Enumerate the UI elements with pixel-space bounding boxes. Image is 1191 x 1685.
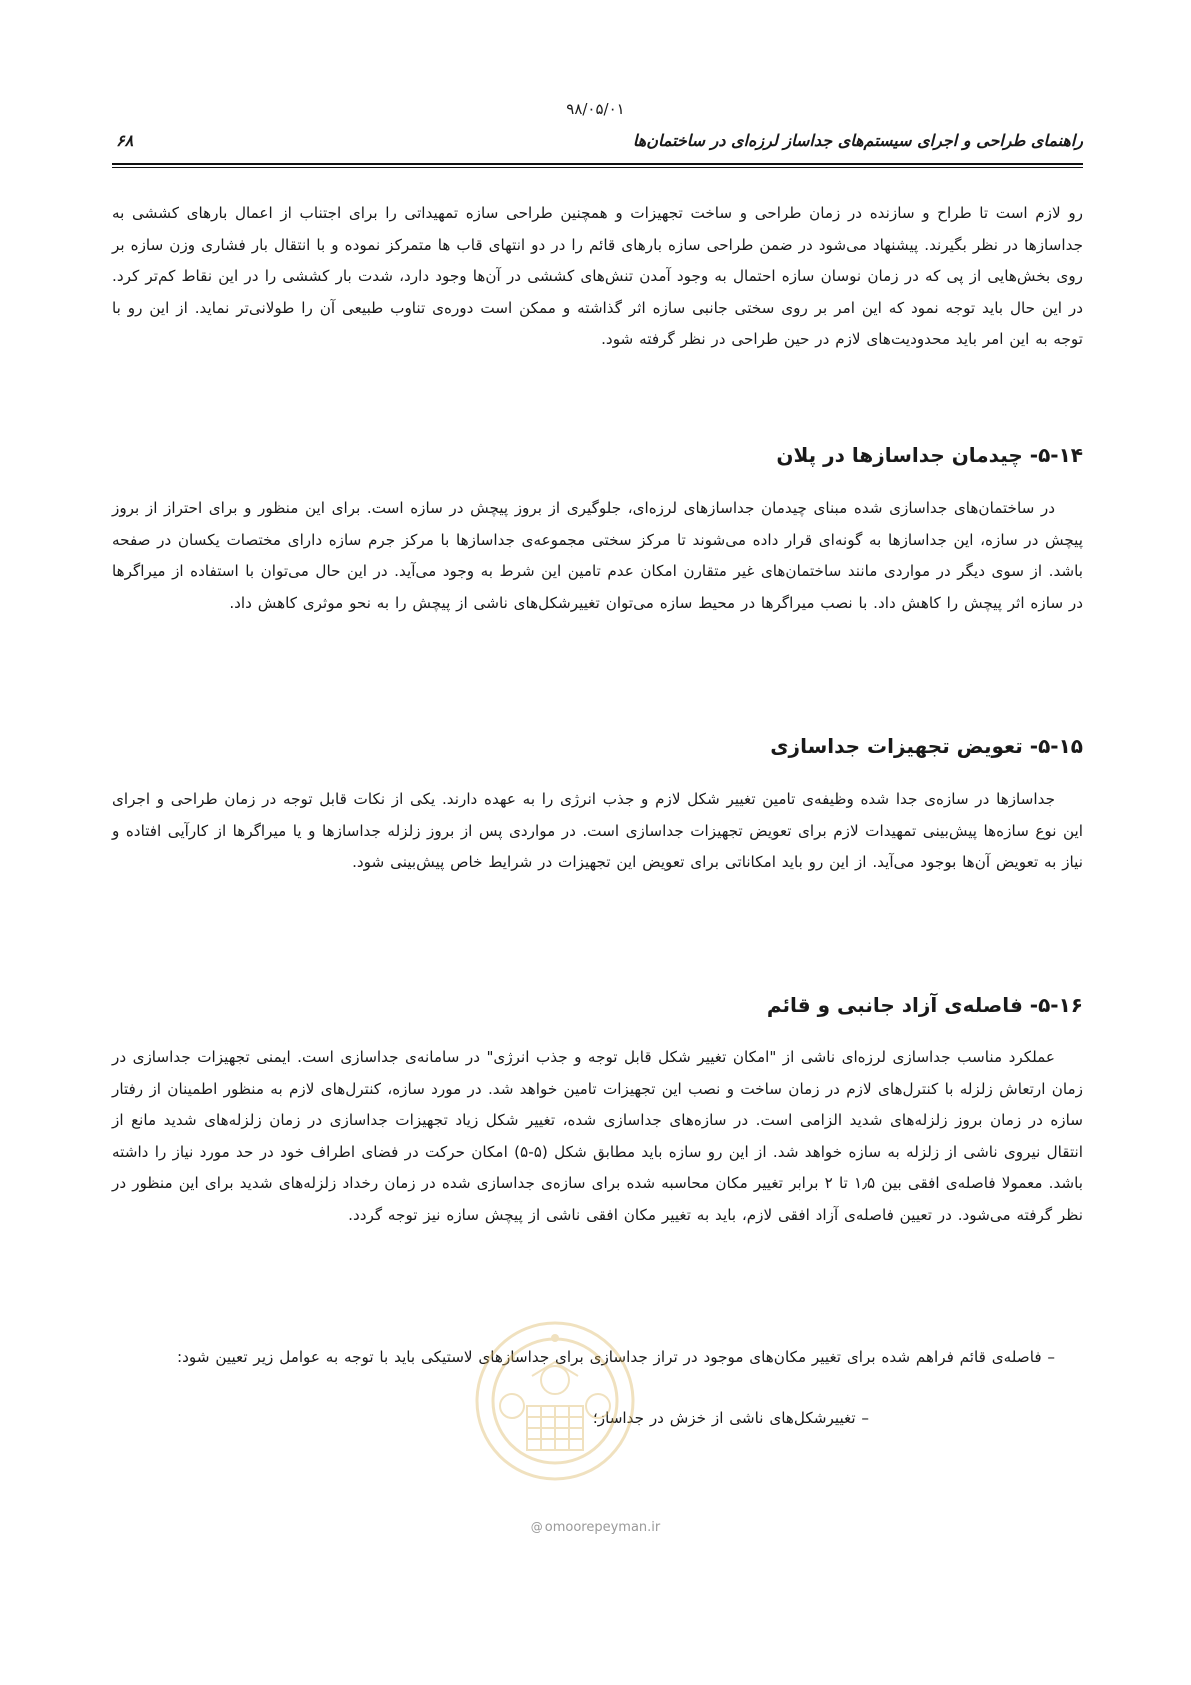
section-16-heading: ۵-۱۶- فاصله‌ی آزاد جانبی و قائم: [766, 993, 1083, 1017]
section-14-heading-block: [112, 440, 1083, 470]
intro-block: [112, 198, 1083, 356]
seal-watermark-icon: [472, 1318, 638, 1484]
at-sign: @: [530, 1520, 543, 1534]
page-number: ۶۸: [116, 131, 134, 150]
section-16-body: [112, 1042, 1083, 1231]
header-rule-thin: [112, 167, 1083, 168]
section-15-body: [112, 784, 1083, 879]
creep-sub-item: – تغییرشکل‌های ناشی از خزش در جداساز؛: [592, 1409, 869, 1427]
intro-paragraph: رو لازم است تا طراح و سازنده در زمان طراحی و ساخت تجهیزات و همچنین طراحی سازه تمهیداتی را برای اجتناب از اعمال بارهای کششی به جداسازها در نظر بگیرند. پیشنهاد می‌شود در ضمن طراحی سازه بارهای قائم را در دو انتهای قاب ها متمرکز نموده و با انتقال بار فشاری وزن سازه بر روی بخش‌هایی از پی که در زمان نوسان سازه احتمال به وجود آمدن تنش‌های کششی در آن‌ها وجود دارد، شدت بار کششی را در این نقاط کم‌تر کرد. در این حال باید توجه نمود که این امر بر روی سختی جانبی سازه اثر گذاشته و ممکن است دوره‌ی تناوب طبیعی آن را طولانی‌تر نماید. از این رو با توجه به این امر باید محدودیت‌های لازم در حین طراحی در نظر گرفته شود.: [112, 204, 1083, 348]
section-14-body: [112, 493, 1083, 619]
vertical-clearance-item: – فاصله‌ی قائم فراهم شده برای تغییر مکان‌های موجود در تراز جداسازی برای جداسازهای لاستیکی باید با توجه به عوامل زیر تعیین شود:: [177, 1348, 1055, 1366]
header-title: راهنمای طراحی و اجرای سیستم‌های جداساز لرزه‌ای در ساختمان‌ها: [632, 131, 1083, 150]
site-name: omoorepeyman.ir: [544, 1520, 661, 1535]
running-header: [112, 131, 1083, 157]
section-16-heading-block: [112, 990, 1083, 1020]
revision-date: ۹۸/۰۵/۰۱: [566, 100, 625, 118]
section-14-heading: ۵-۱۴- چیدمان جداسازها در پلان: [776, 443, 1083, 467]
section-14-paragraph: در ساختمان‌های جداسازی شده مبنای چیدمان جداسازهای لرزه‌ای، جلوگیری از بروز پیچش در سازه است. برای این منظور و برای احتراز از بروز پیچش در سازه، این جداسازها به گونه‌ای قرار داده می‌شوند تا مرکز سختی مجموعه‌ی جداسازها با مرکز جرم سازه دارای مختصات یکسان در صفحه باشد. از سوی دیگر در مواردی مانند ساختمان‌های غیر متقارن امکان عدم تامین این شرط به وجود می‌آید. در این حال می‌توان با استفاده از میراگرها در سازه اثر پیچش را کاهش داد. با نصب میراگرها در محیط سازه می‌توان تغییرشکل‌های ناشی از پیچش را به نحو موثری کاهش داد.: [112, 499, 1083, 612]
site-watermark: [0, 1520, 1191, 1535]
section-15-heading-block: [112, 731, 1083, 761]
section-16-paragraph: عملکرد مناسب جداسازی لرزه‌ای ناشی از "امکان تغییر شکل قابل توجه و جذب انرژی" در سامانه‌ی جداسازی است. ایمنی تجهیزات جداسازی در زمان ارتعاش زلزله با کنترل‌های لازم در زمان ساخت و نصب این تجهیزات تامین خواهد شد. در مورد سازه، کنترل‌های لازم به منظور اطمینان از رفتار سازه در زمان بروز زلزله‌های شدید الزامی است. در سازه‌های جداسازی شده، تغییر شکل زیاد تجهیزات جداسازی در زمان زلزله‌های شدید مانع از انتقال نیروی ناشی از زلزله به سازه خواهد شد. از این رو سازه باید مطابق شکل (۵-۵) امکان حرکت در فضای اطراف خود در حد مورد نیاز را داشته باشد. معمولا فاصله‌ی افقی بین ۱٫۵ تا ۲ برابر تغییر مکان محاسبه شده برای سازه‌ی جداسازی شده در زمان رخداد زلزله‌های شدید برای این منظور در نظر گرفته می‌شود. در تعیین فاصله‌ی آزاد افقی لازم، باید به تغییر مکان افقی ناشی از پیچش سازه نیز توجه گردد.: [112, 1048, 1083, 1224]
section-15-paragraph: جداسازها در سازه‌ی جدا شده وظیفه‌ی تامین تغییر شکل لازم و جذب انرژی را به عهده دارند. یکی از نکات قابل توجه در زمان طراحی و اجرای این نوع سازه‌ها پیش‌بینی تمهیدات لازم برای تعویض تجهیزات جداسازی است. در مواردی پس از بروز زلزله جداسازها و یا میراگرها از کارآیی افتاده و نیاز به تعویض آن‌ها بوجود می‌آید. از این رو باید امکاناتی برای تعویض این تجهیزات در شرایط خاص پیش‌بینی شود.: [112, 790, 1083, 871]
header-rule-thick: [112, 163, 1083, 165]
section-15-heading: ۵-۱۵- تعویض تجهیزات جداسازی: [770, 734, 1083, 758]
